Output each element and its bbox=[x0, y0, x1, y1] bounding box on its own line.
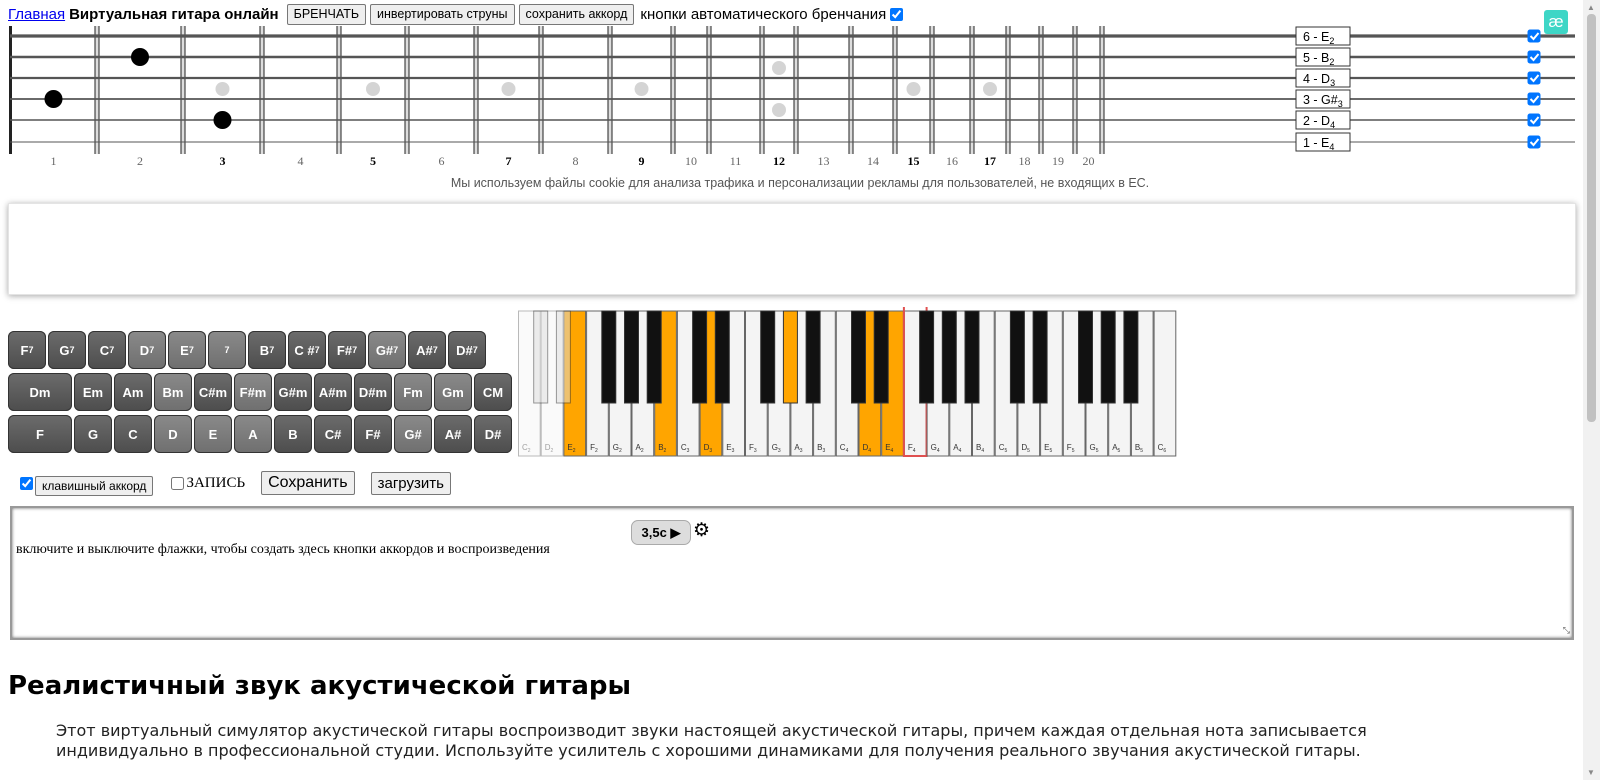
fret-inlay bbox=[216, 82, 230, 96]
chord-button[interactable] bbox=[8, 415, 72, 453]
fret-inlay bbox=[907, 82, 921, 96]
string-checkbox[interactable] bbox=[1528, 114, 1540, 126]
fret-wire-bg bbox=[970, 26, 974, 154]
fret-inlay bbox=[983, 82, 997, 96]
chord-suffix: 7 bbox=[28, 345, 34, 355]
chord-button[interactable] bbox=[114, 415, 152, 453]
chord-root: C# bbox=[324, 426, 342, 442]
fret-wire-bg bbox=[181, 26, 185, 154]
chord-root: D bbox=[168, 426, 178, 442]
piano-key-label: $D_3$ bbox=[703, 443, 713, 454]
piano-black-key[interactable] bbox=[874, 311, 888, 403]
fret-number: 7 bbox=[505, 154, 512, 168]
string-checkbox-box[interactable] bbox=[1528, 114, 1540, 126]
strum-button[interactable]: БРЕНЧАТЬ bbox=[287, 4, 366, 25]
chord-root: Bm bbox=[162, 384, 184, 400]
guitar-fretboard[interactable] bbox=[0, 22, 1575, 172]
piano-key-label: $B_3$ bbox=[817, 443, 826, 454]
chord-button[interactable] bbox=[368, 331, 406, 369]
chord-button[interactable] bbox=[194, 415, 232, 453]
string-label: $2 - D_4$ bbox=[1303, 114, 1336, 130]
piano-key-label: $A_2$ bbox=[635, 443, 644, 454]
piano-key-label: $E_3$ bbox=[726, 443, 735, 454]
play-button[interactable]: 3,5c ▶ bbox=[631, 520, 691, 545]
chord-button[interactable] bbox=[48, 331, 86, 369]
piano-key-label: $F_3$ bbox=[749, 443, 757, 454]
key-chord-button[interactable]: клавишный аккорд bbox=[35, 476, 153, 496]
chord-button[interactable] bbox=[448, 331, 486, 369]
piano-key-label: $D_2$ bbox=[544, 443, 554, 454]
page-title: Виртуальная гитара онлайн bbox=[69, 5, 279, 23]
piano-key-label: $B_5$ bbox=[1134, 443, 1144, 454]
chord-button[interactable] bbox=[394, 373, 432, 411]
chord-button[interactable] bbox=[248, 331, 286, 369]
chord-row bbox=[8, 415, 514, 453]
string-checkbox[interactable] bbox=[1528, 93, 1540, 105]
record-controls bbox=[20, 470, 451, 496]
chord-button[interactable] bbox=[328, 331, 366, 369]
fret-wire-bg bbox=[1073, 26, 1077, 154]
string-checkbox-box[interactable] bbox=[1528, 72, 1540, 84]
piano-black-key[interactable] bbox=[602, 311, 616, 403]
piano-key-label: $B_2$ bbox=[658, 443, 667, 454]
piano-keyboard[interactable] bbox=[518, 307, 1198, 467]
chord-button[interactable] bbox=[314, 415, 352, 453]
string-checkbox-box[interactable] bbox=[1528, 93, 1540, 105]
chord-suffix: 7 bbox=[188, 345, 194, 355]
piano-black-key[interactable] bbox=[920, 311, 934, 403]
piano-black-key[interactable] bbox=[556, 311, 570, 403]
chord-root: A# bbox=[416, 342, 433, 358]
key-chord-checkbox[interactable] bbox=[20, 477, 33, 490]
chord-buttons bbox=[8, 331, 514, 457]
fret-wire-bg bbox=[849, 26, 853, 154]
top-toolbar bbox=[8, 4, 903, 24]
fret-inlay bbox=[635, 82, 649, 96]
fret-number: 2 bbox=[137, 154, 143, 168]
fret-number: 3 bbox=[219, 154, 226, 168]
chord-button[interactable] bbox=[274, 373, 312, 411]
fret-wire-bg bbox=[474, 26, 478, 154]
chord-root: A# bbox=[444, 426, 462, 442]
piano-key-label: $F_4$ bbox=[907, 443, 916, 454]
chord-suffix: 7 bbox=[352, 345, 358, 355]
fret-number: 5 bbox=[370, 154, 376, 168]
chord-root: A bbox=[248, 426, 258, 442]
piano-black-key[interactable] bbox=[693, 311, 707, 403]
string-checkbox-box[interactable] bbox=[1528, 51, 1540, 63]
piano-black-key[interactable] bbox=[806, 311, 820, 403]
piano-key-label: $G_3$ bbox=[771, 443, 781, 454]
chord-row bbox=[8, 373, 514, 411]
ad-banner bbox=[8, 203, 1576, 295]
fret-wire-bg bbox=[794, 26, 798, 154]
piano-black-key[interactable] bbox=[1010, 311, 1024, 403]
chord-button[interactable] bbox=[474, 415, 512, 453]
chord-button[interactable] bbox=[354, 373, 392, 411]
fret-wire-bg bbox=[539, 26, 543, 154]
article-heading: Реалистичный звук акустической гитары bbox=[8, 671, 632, 701]
scrollbar-thumb[interactable] bbox=[1587, 14, 1596, 422]
page-scrollbar[interactable] bbox=[1583, 0, 1600, 780]
chord-button[interactable] bbox=[8, 331, 46, 369]
piano-key-label: $C_6$ bbox=[1157, 443, 1167, 454]
piano-key-label: $A_5$ bbox=[1112, 443, 1121, 454]
piano-black-key[interactable] bbox=[965, 311, 979, 403]
fret-inlay bbox=[502, 82, 516, 96]
piano-black-key[interactable] bbox=[647, 311, 661, 403]
string-checkbox[interactable] bbox=[1528, 30, 1540, 42]
chord-root: F bbox=[36, 426, 44, 442]
fret-number: 4 bbox=[297, 154, 304, 168]
piano-key-label: $C_3$ bbox=[680, 443, 690, 454]
chord-button[interactable] bbox=[394, 415, 432, 453]
chord-root: G# bbox=[404, 426, 422, 442]
fret-number: 14 bbox=[867, 154, 879, 168]
piano-key-label: $F_2$ bbox=[590, 443, 598, 454]
fret-wire-bg bbox=[930, 26, 934, 154]
chord-root: Dm bbox=[29, 384, 51, 400]
chord-button[interactable] bbox=[208, 331, 246, 369]
piano-key-label: $G_2$ bbox=[612, 443, 622, 454]
piano-black-key[interactable] bbox=[534, 311, 548, 403]
chord-button[interactable] bbox=[154, 373, 192, 411]
fret-number: 12 bbox=[773, 154, 785, 168]
fret-number: 17 bbox=[984, 154, 996, 168]
chord-root: G bbox=[59, 342, 70, 358]
pressed-note-dot[interactable] bbox=[45, 90, 63, 108]
chord-button[interactable] bbox=[88, 331, 126, 369]
fret-number: 20 bbox=[1082, 154, 1095, 168]
piano-black-key[interactable] bbox=[942, 311, 956, 403]
recording-hint: включите и выключите флажки, чтобы создать здесь кнопки аккордов и воспроизведения bbox=[16, 542, 550, 557]
chord-root: E bbox=[208, 426, 218, 442]
fret-number: 10 bbox=[685, 154, 697, 168]
piano-key-label: $C_5$ bbox=[998, 443, 1008, 454]
piano-key-label: $F_5$ bbox=[1066, 443, 1075, 454]
chord-root: D# bbox=[484, 426, 502, 442]
string-checkbox[interactable] bbox=[1528, 72, 1540, 84]
chord-root: C # bbox=[294, 342, 315, 358]
chord-suffix: 7 bbox=[69, 345, 75, 355]
chord-button[interactable] bbox=[234, 415, 272, 453]
chord-suffix: 7 bbox=[432, 345, 438, 355]
chord-root: Am bbox=[122, 384, 144, 400]
fretboard-nut bbox=[9, 26, 12, 154]
piano-black-key[interactable] bbox=[852, 311, 866, 403]
scroll-down-icon[interactable]: ▼ bbox=[1587, 768, 1595, 777]
chord-button[interactable] bbox=[408, 331, 446, 369]
pressed-note-dot[interactable] bbox=[131, 48, 149, 66]
chord-button[interactable] bbox=[234, 373, 272, 411]
piano-key-label: $D_5$ bbox=[1021, 443, 1030, 454]
piano-key-label: $C_4$ bbox=[839, 443, 849, 454]
piano-black-key[interactable] bbox=[1101, 311, 1115, 403]
fret-number: 19 bbox=[1052, 154, 1064, 168]
piano-black-key[interactable] bbox=[1079, 311, 1093, 403]
chord-button[interactable] bbox=[194, 373, 232, 411]
piano-key-label: $C_2$ bbox=[522, 443, 531, 454]
piano-black-key[interactable] bbox=[783, 311, 797, 403]
chord-button[interactable] bbox=[74, 415, 112, 453]
chord-button[interactable] bbox=[354, 415, 392, 453]
fret-wire-bg bbox=[707, 26, 711, 154]
piano-black-key[interactable] bbox=[715, 311, 729, 403]
chord-suffix: 7 bbox=[224, 345, 230, 355]
fret-wire-bg bbox=[260, 26, 264, 154]
chord-root: C bbox=[128, 426, 138, 442]
piano-black-key[interactable] bbox=[1124, 311, 1138, 403]
piano-key-label: $A_3$ bbox=[794, 443, 803, 454]
chord-root: B bbox=[259, 342, 270, 358]
chord-suffix: 7 bbox=[109, 345, 115, 355]
piano-black-key[interactable] bbox=[625, 311, 639, 403]
string-label: $4 - D_3$ bbox=[1303, 72, 1336, 88]
chord-button[interactable] bbox=[434, 415, 472, 453]
gear-icon[interactable]: ⚙ bbox=[693, 520, 711, 541]
chord-root: Em bbox=[82, 384, 104, 400]
chord-button[interactable] bbox=[154, 415, 192, 453]
chord-root: E bbox=[180, 342, 189, 358]
cookie-notice: Мы используем файлы cookie для анализа трафика и персонализации рекламы для пользователей, не входящих в ЕС. bbox=[450, 176, 1150, 190]
chord-root: G# bbox=[375, 342, 394, 358]
load-button[interactable]: загрузить bbox=[371, 472, 451, 495]
fret-wire-bg bbox=[608, 26, 612, 154]
chord-root: F#m bbox=[239, 384, 267, 400]
fret-wire-bg bbox=[671, 26, 675, 154]
piano-key-label: $D_4$ bbox=[862, 443, 872, 454]
chord-button[interactable] bbox=[168, 331, 206, 369]
chord-root: B bbox=[288, 426, 298, 442]
chord-root: Gm bbox=[442, 384, 464, 400]
fret-number: 9 bbox=[638, 154, 645, 168]
piano-key-label: $E_2$ bbox=[567, 443, 576, 454]
fret-wire-bg bbox=[760, 26, 764, 154]
recording-textarea[interactable] bbox=[10, 506, 1574, 640]
string-checkbox-box[interactable] bbox=[1528, 30, 1540, 42]
chord-root: C#m bbox=[198, 384, 228, 400]
chord-row bbox=[8, 331, 514, 369]
chord-root: C bbox=[99, 342, 110, 358]
chord-suffix: 7 bbox=[269, 345, 275, 355]
chord-suffix: 7 bbox=[314, 345, 320, 355]
resize-handle-icon[interactable]: ⤡ bbox=[1562, 625, 1570, 635]
record-checkbox[interactable] bbox=[171, 477, 184, 490]
auto-strum-label: кнопки автоматического бренчания bbox=[640, 5, 887, 23]
fret-number: 8 bbox=[572, 154, 579, 168]
home-link[interactable]: Главная bbox=[8, 5, 66, 23]
piano-key-label: $E_5$ bbox=[1044, 443, 1053, 454]
string-checkbox[interactable] bbox=[1528, 51, 1540, 63]
chord-root: F bbox=[20, 342, 29, 358]
fret-number: 1 bbox=[50, 154, 57, 168]
piano-key-label: $G_4$ bbox=[930, 443, 940, 454]
fret-number: 13 bbox=[817, 154, 830, 168]
fret-number: 16 bbox=[946, 154, 958, 168]
chord-button[interactable] bbox=[114, 373, 152, 411]
fret-number: 6 bbox=[438, 154, 445, 168]
piano-black-key[interactable] bbox=[1033, 311, 1047, 403]
chord-suffix: 7 bbox=[393, 345, 399, 355]
fret-wire-bg bbox=[893, 26, 897, 154]
fret-number: 15 bbox=[907, 154, 920, 168]
fret-wire-bg bbox=[337, 26, 341, 154]
chord-button[interactable] bbox=[128, 331, 166, 369]
record-label: ЗАПИСЬ bbox=[186, 474, 246, 491]
fret-inlay bbox=[772, 61, 786, 75]
chord-root: F# bbox=[365, 426, 381, 442]
chord-button[interactable] bbox=[474, 373, 512, 411]
chord-button[interactable] bbox=[288, 331, 326, 369]
string-checkbox-box[interactable] bbox=[1528, 136, 1540, 148]
string-label: $1 - E_4$ bbox=[1303, 136, 1335, 152]
fret-number: 18 bbox=[1018, 154, 1031, 168]
fret-inlay bbox=[366, 82, 380, 96]
chord-button[interactable] bbox=[434, 373, 472, 411]
scroll-up-icon[interactable]: ▲ bbox=[1587, 3, 1595, 12]
chord-button[interactable] bbox=[314, 373, 352, 411]
piano-key-label: $E_4$ bbox=[885, 443, 894, 454]
chord-root: G bbox=[87, 426, 99, 442]
invert-strings-button[interactable]: инвертировать струны bbox=[370, 4, 514, 25]
piano-key-label: $A_4$ bbox=[953, 443, 962, 454]
save-chord-button[interactable]: сохранить аккорд bbox=[519, 4, 635, 25]
pressed-note-dot[interactable] bbox=[214, 111, 232, 129]
chord-root: D#m bbox=[358, 384, 388, 400]
string-checkbox[interactable] bbox=[1528, 136, 1540, 148]
chord-button[interactable] bbox=[74, 373, 112, 411]
piano-key-label: $B_4$ bbox=[976, 443, 985, 454]
piano-black-key[interactable] bbox=[761, 311, 775, 403]
string-label: $3 - G\#_3$ bbox=[1303, 93, 1343, 109]
fret-wire-bg bbox=[95, 26, 99, 154]
string-label: $6 - E_2$ bbox=[1303, 30, 1335, 46]
article-paragraph: Этот виртуальный симулятор акустической гитары воспроизводит звуки настоящей акустической гитары, причем каждая отдельная нота записывается индивидуально в профессиональной студии. Используйте усилитель с хорошими динамиками для получения реального звучания акустической гитары. bbox=[56, 721, 1367, 760]
chord-root: G#m bbox=[278, 384, 308, 400]
fret-wire-bg bbox=[1006, 26, 1010, 154]
chord-root: Fm bbox=[403, 384, 423, 400]
fret-inlay bbox=[772, 103, 786, 117]
string-label: $5 - B_2$ bbox=[1303, 51, 1335, 67]
chord-root: D bbox=[139, 342, 150, 358]
save-button[interactable]: Сохранить bbox=[261, 471, 355, 495]
chord-button[interactable] bbox=[8, 373, 72, 411]
auto-strum-checkbox[interactable] bbox=[890, 8, 903, 21]
chord-root: F# bbox=[336, 342, 353, 358]
fret-wire-bg bbox=[1039, 26, 1043, 154]
chord-suffix: 7 bbox=[472, 345, 478, 355]
fret-number: 11 bbox=[729, 154, 742, 168]
chord-root: A#m bbox=[318, 384, 348, 400]
piano-white-key[interactable] bbox=[1154, 311, 1176, 456]
chord-root: D# bbox=[456, 342, 473, 358]
chord-root: CM bbox=[482, 384, 504, 400]
ae-badge[interactable]: æ bbox=[1544, 10, 1568, 34]
chord-suffix: 7 bbox=[149, 345, 155, 355]
piano-key-label: $G_5$ bbox=[1089, 443, 1099, 454]
chord-button[interactable] bbox=[274, 415, 312, 453]
fret-wire-bg bbox=[405, 26, 409, 154]
fret-wire-bg bbox=[1100, 26, 1104, 154]
